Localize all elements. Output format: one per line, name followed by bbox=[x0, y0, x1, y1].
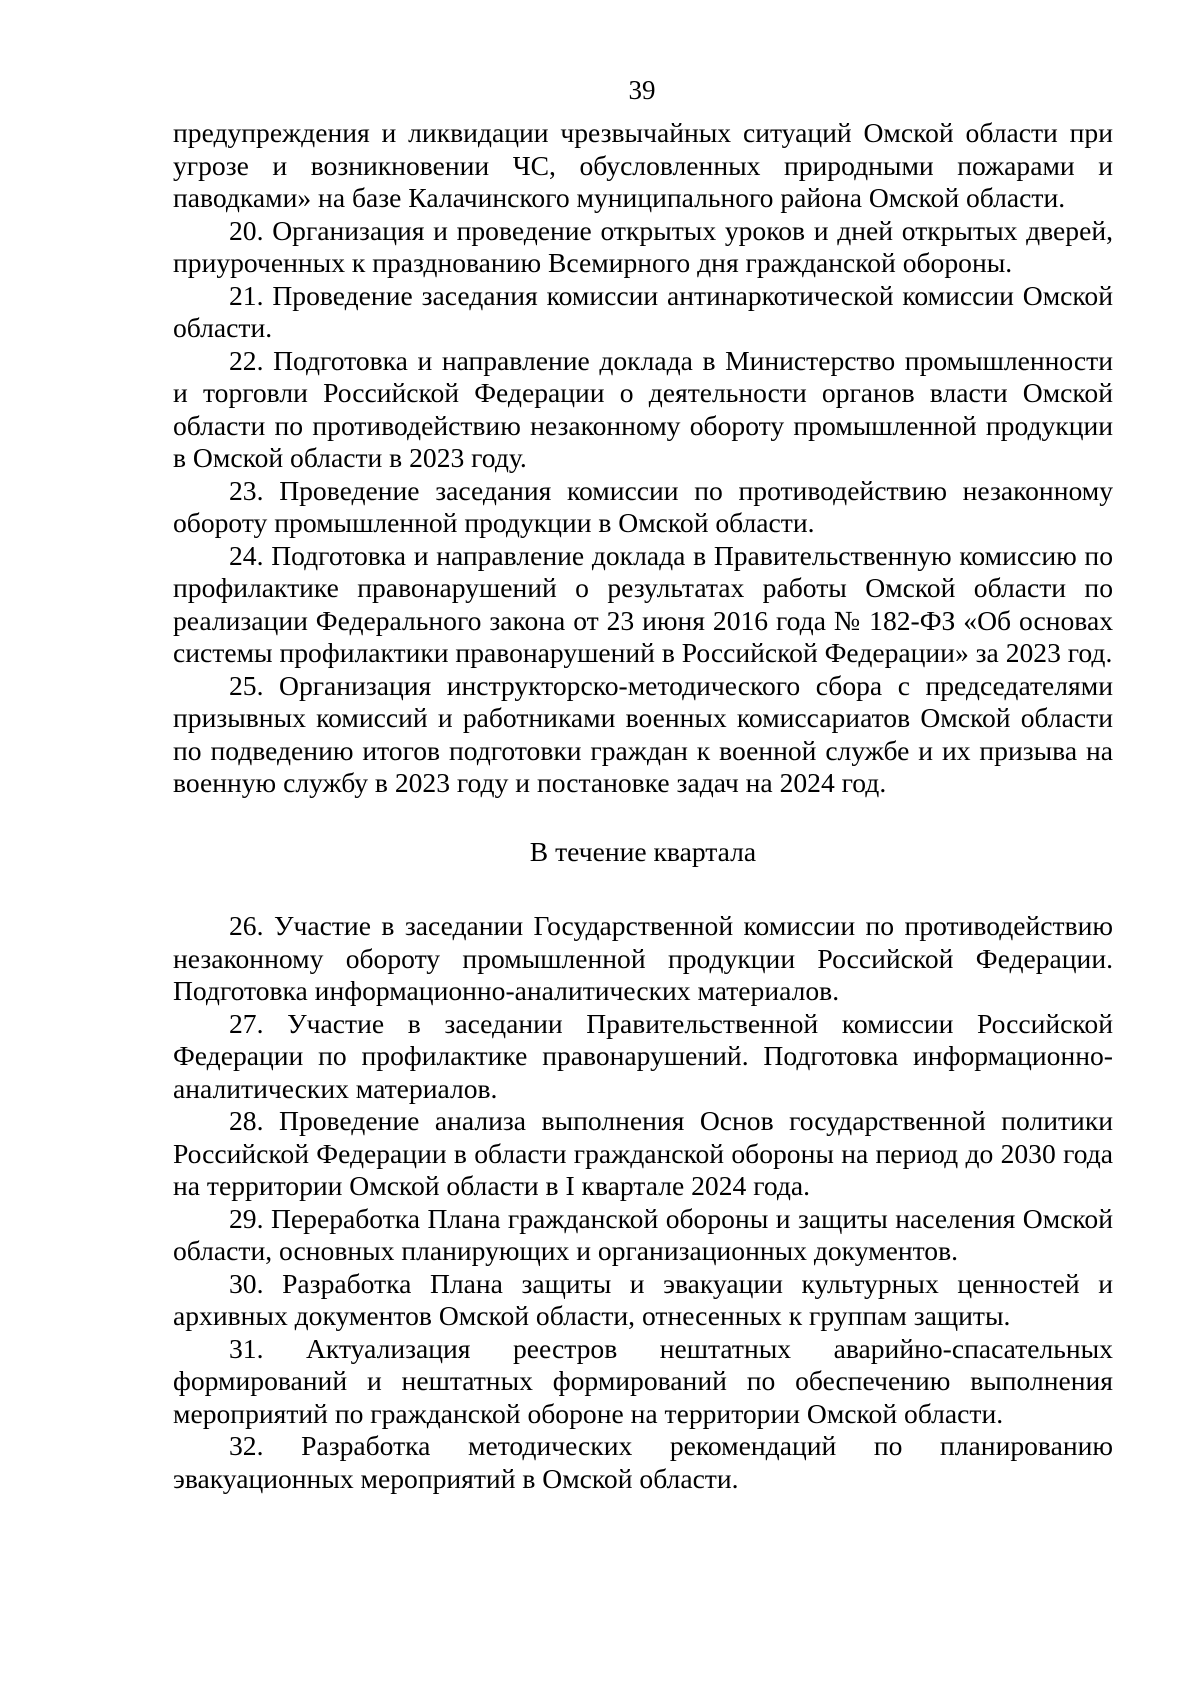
items-after-list bbox=[173, 910, 1113, 1495]
item-text: Разработка Плана защиты и эвакуации культурных ценностей и архивных документов Омской области, отнесенных к группам защиты. bbox=[173, 1267, 1114, 1331]
list-item bbox=[173, 1203, 1113, 1268]
list-item bbox=[173, 280, 1113, 345]
item-text: Проведение анализа выполнения Основ государственной политики Российской Федерации в области гражданской обороны на период до 2030 года на территории Омской области в I квартале 2024 года. bbox=[173, 1105, 1113, 1201]
list-item bbox=[173, 475, 1113, 540]
list-item bbox=[173, 1430, 1113, 1495]
item-number: 25. bbox=[229, 669, 264, 701]
item-text: Подготовка и направление доклада в Министерство промышленности и торговли Российской Федерации о деятельности органов власти Омской области по противодействию незаконному обороту промышленной продукции в Омской области в 2023 году. bbox=[173, 344, 1113, 473]
list-item bbox=[173, 215, 1113, 280]
list-item bbox=[173, 910, 1113, 1008]
item-text: Участие в заседании Правительственной комиссии Российской Федерации по профилактике правонарушений. Подготовка информационно-аналитических материалов. bbox=[173, 1007, 1113, 1104]
continuation-paragraph: предупреждения и ликвидации чрезвычайных ситуаций Омской области при угрозе и возникновении ЧС, обусловленных природными пожарами и паводками» на базе Калачинского муниципального района Омской области. bbox=[173, 117, 1113, 213]
page-number: 39 bbox=[628, 75, 656, 105]
items-before-list bbox=[173, 215, 1113, 800]
item-text: Участие в заседании Государственной комиссии по противодействию незаконному обороту промышленной продукции Российской Федерации. Подготовка информационно-аналитических материалов. bbox=[173, 910, 1113, 1006]
item-text: Переработка Плана гражданской обороны и защиты населения Омской области, основных планирующих и организационных документов. bbox=[173, 1202, 1113, 1266]
item-text: Организация инструкторско-методического сбора с председателями призывных комиссий и работниками военных комиссариатов Омской области по подведению итогов подготовки граждан к военной службе и их призыва на военную службу в 2023 году и постановке задач на 2024 год. bbox=[173, 669, 1113, 798]
item-number: 24. bbox=[229, 539, 264, 571]
list-item bbox=[173, 540, 1113, 670]
item-number: 31. bbox=[229, 1332, 264, 1364]
item-text: Проведение заседания комиссии по противодействию незаконному обороту промышленной продукции в Омской области. bbox=[173, 474, 1113, 538]
item-number: 28. bbox=[229, 1105, 264, 1136]
list-item bbox=[173, 1333, 1113, 1431]
item-number: 21. bbox=[229, 279, 264, 311]
item-text: Подготовка и направление доклада в Правительственную комиссию по профилактике правонарушений о результатах работы Омской области по реализации Федерального закона от 23 июня 2016 года № 182-ФЗ «Об основах системы профилактики правонарушений в Российской Федерации» за 2023 год. bbox=[173, 539, 1113, 668]
item-text: Актуализация реестров нештатных аварийно-спасательных формирований и нештатных формирований по обеспечению выполнения мероприятий по гражданской обороне на территории Омской области. bbox=[173, 1332, 1113, 1429]
list-item bbox=[173, 1268, 1113, 1333]
item-number: 32. bbox=[229, 1430, 264, 1461]
item-text: Организация и проведение открытых уроков и дней открытых дверей, приуроченных к празднованию Всемирного дня гражданской обороны. bbox=[173, 214, 1113, 278]
item-number: 20. bbox=[229, 214, 264, 246]
item-text: Разработка методических рекомендаций по планированию эвакуационных мероприятий в Омской области. bbox=[173, 1430, 1113, 1494]
item-number: 23. bbox=[229, 474, 264, 506]
item-number: 27. bbox=[229, 1007, 264, 1039]
list-item bbox=[173, 670, 1113, 800]
item-number: 29. bbox=[229, 1202, 264, 1234]
item-number: 30. bbox=[229, 1267, 264, 1299]
item-text: Проведение заседания комиссии антинаркотической комиссии Омской области. bbox=[173, 279, 1113, 343]
list-item bbox=[173, 345, 1113, 475]
item-number: 22. bbox=[229, 344, 264, 376]
list-item bbox=[173, 1105, 1113, 1203]
section-heading: В течение квартала bbox=[529, 835, 757, 867]
document-body bbox=[173, 117, 1113, 1495]
item-number: 26. bbox=[229, 910, 264, 941]
list-item bbox=[173, 1008, 1113, 1106]
